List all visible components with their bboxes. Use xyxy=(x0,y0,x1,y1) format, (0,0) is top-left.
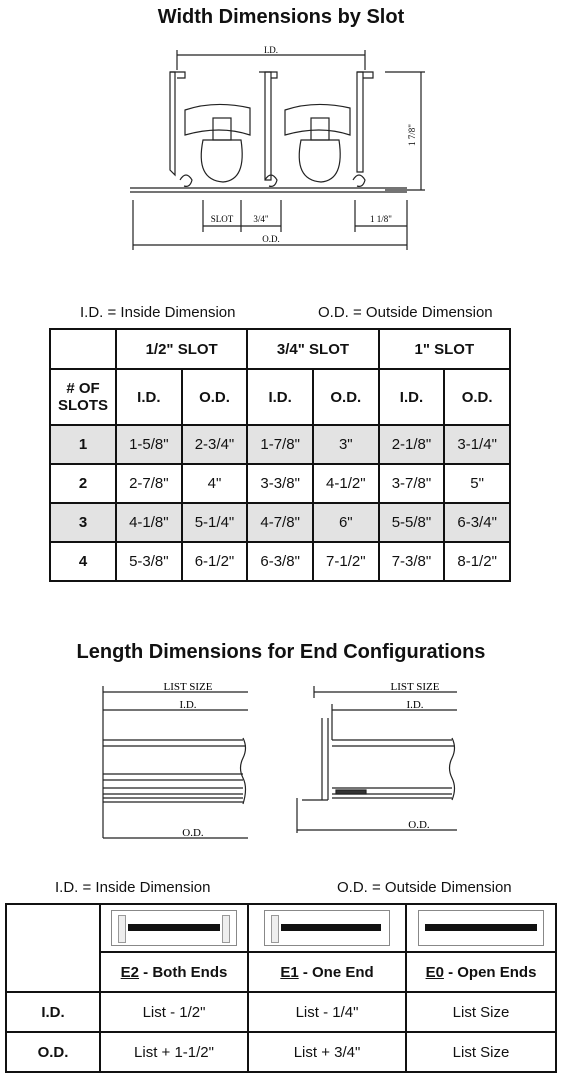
slot-count: 2 xyxy=(50,464,116,503)
group-header: 3/4" SLOT xyxy=(247,329,378,369)
slot-count: 1 xyxy=(50,425,116,464)
table-row xyxy=(50,542,510,581)
sub-header: O.D. xyxy=(313,369,379,425)
table-cell: 5" xyxy=(444,464,510,503)
table-cell: 1-5/8" xyxy=(116,425,182,464)
table-cell: 8-1/2" xyxy=(444,542,510,581)
table-corner xyxy=(50,329,116,369)
legend-inside-2: I.D. = Inside Dimension xyxy=(55,879,211,896)
table-cell: 4-1/8" xyxy=(116,503,182,542)
table-row xyxy=(50,425,510,464)
table-cell: 2-3/4" xyxy=(182,425,248,464)
row-header: # OF SLOTS xyxy=(50,369,116,425)
end-icon-cell xyxy=(406,904,556,952)
table-cell: 4" xyxy=(182,464,248,503)
drawing-id-label: I.D. xyxy=(264,45,278,55)
drawing-height-label: 1 7/8" xyxy=(407,124,417,146)
table-cell: 3" xyxy=(313,425,379,464)
left-id-label: I.D. xyxy=(179,699,197,711)
table-cell: 2-7/8" xyxy=(116,464,182,503)
drawing-slot-label: SLOT xyxy=(210,214,234,224)
sub-header: I.D. xyxy=(379,369,445,425)
table-corner xyxy=(6,904,100,992)
table-cell: 4-7/8" xyxy=(247,503,313,542)
length-section-title: Length Dimensions for End Configurations xyxy=(76,641,486,663)
table-cell: List - 1/2" xyxy=(100,992,248,1032)
legend-outside-2: O.D. = Outside Dimension xyxy=(337,879,512,896)
end-config-drawing-right xyxy=(292,678,462,838)
column-header-e2: E2 - Both Ends xyxy=(100,952,248,992)
table-cell: List Size xyxy=(406,992,556,1032)
end-config-drawing-left xyxy=(98,678,258,848)
table-cell: 3-3/8" xyxy=(247,464,313,503)
table-cell: 4-1/2" xyxy=(313,464,379,503)
table-cell: List - 1/4" xyxy=(248,992,406,1032)
table-row xyxy=(6,992,556,1032)
table-cell: 5-3/8" xyxy=(116,542,182,581)
slot-profile-drawing xyxy=(125,40,425,255)
table-cell: List Size xyxy=(406,1032,556,1072)
table-cell: 6" xyxy=(313,503,379,542)
table-row xyxy=(50,464,510,503)
width-table xyxy=(49,328,511,582)
column-header-e0: E0 - Open Ends xyxy=(406,952,556,992)
sub-header: I.D. xyxy=(116,369,182,425)
table-row xyxy=(50,503,510,542)
right-list-size-label: LIST SIZE xyxy=(390,681,440,693)
table-cell: 3-7/8" xyxy=(379,464,445,503)
one-end-icon xyxy=(264,910,390,946)
table-cell: 5-1/4" xyxy=(182,503,248,542)
table-cell: 7-1/2" xyxy=(313,542,379,581)
table-cell: 6-1/2" xyxy=(182,542,248,581)
table-cell: 5-5/8" xyxy=(379,503,445,542)
left-list-size-label: LIST SIZE xyxy=(163,681,213,693)
table-cell: 3-1/4" xyxy=(444,425,510,464)
left-od-label: O.D. xyxy=(182,827,204,839)
sub-header: I.D. xyxy=(247,369,313,425)
table-cell: List + 1-1/2" xyxy=(100,1032,248,1072)
row-label: I.D. xyxy=(6,992,100,1032)
width-section-title: Width Dimensions by Slot xyxy=(157,6,405,28)
drawing-three-quarter-label: 3/4" xyxy=(253,214,269,224)
right-id-label: I.D. xyxy=(406,699,424,711)
sub-header: O.D. xyxy=(444,369,510,425)
table-cell: List + 3/4" xyxy=(248,1032,406,1072)
table-cell: 2-1/8" xyxy=(379,425,445,464)
legend-outside: O.D. = Outside Dimension xyxy=(318,304,493,321)
slot-count: 4 xyxy=(50,542,116,581)
row-label: O.D. xyxy=(6,1032,100,1072)
drawing-one-eighth-label: 1 1/8" xyxy=(370,214,392,224)
column-header-e1: E1 - One End xyxy=(248,952,406,992)
group-header: 1/2" SLOT xyxy=(116,329,247,369)
right-od-label: O.D. xyxy=(408,819,430,831)
table-cell: 6-3/4" xyxy=(444,503,510,542)
slot-count: 3 xyxy=(50,503,116,542)
sub-header: O.D. xyxy=(182,369,248,425)
group-header: 1" SLOT xyxy=(379,329,510,369)
open-ends-icon xyxy=(418,910,544,946)
end-config-table xyxy=(5,903,557,1073)
table-cell: 1-7/8" xyxy=(247,425,313,464)
table-cell: 7-3/8" xyxy=(379,542,445,581)
both-ends-icon xyxy=(111,910,237,946)
table-cell: 6-3/8" xyxy=(247,542,313,581)
legend-inside: I.D. = Inside Dimension xyxy=(80,304,236,321)
drawing-od-label: O.D. xyxy=(262,234,280,244)
end-icon-cell xyxy=(248,904,406,952)
table-row xyxy=(6,1032,556,1072)
end-icon-cell xyxy=(100,904,248,952)
